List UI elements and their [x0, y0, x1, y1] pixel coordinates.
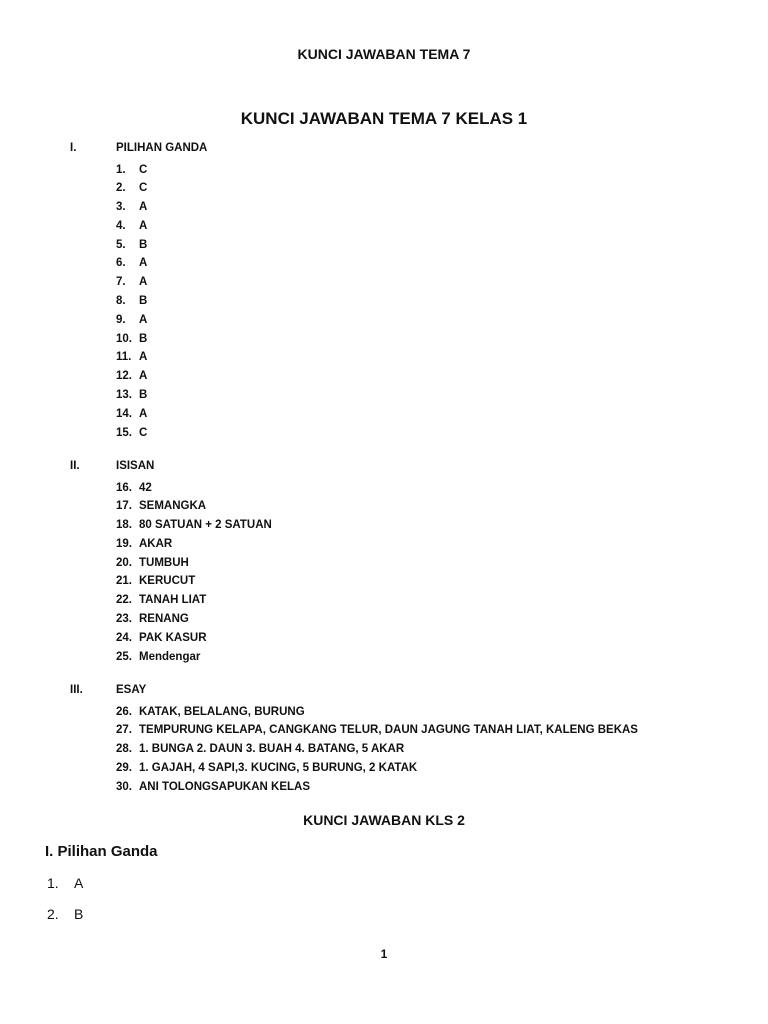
item-number: 11. — [116, 351, 132, 364]
item-number: 15. — [116, 426, 132, 439]
list-item — [116, 405, 147, 424]
item-number: 1. — [116, 163, 126, 176]
list-item — [116, 703, 638, 722]
list-item — [116, 236, 147, 255]
list-item — [116, 497, 272, 516]
page-number: 1 — [380, 947, 388, 961]
item-number: 2. — [47, 906, 59, 922]
item-answer: PAK KASUR — [139, 631, 207, 644]
item-answer: TUMBUH — [139, 556, 189, 569]
item-answer: TEMPURUNG KELAPA, CANGKANG TELUR, DAUN JAGUNG TANAH LIAT, KALENG BEKAS — [139, 724, 638, 737]
item-answer: A — [139, 219, 148, 232]
item-answer: SEMANGKA — [139, 500, 207, 513]
kls2-answer-list — [47, 868, 83, 930]
item-number: 23. — [116, 613, 132, 626]
item-answer: B — [139, 295, 148, 308]
item-number: 14. — [116, 407, 132, 420]
item-answer: B — [139, 238, 148, 251]
item-answer: B — [139, 332, 148, 345]
document-title: KUNCI JAWABAN TEMA 7 — [297, 46, 471, 62]
item-answer: AKAR — [139, 537, 173, 550]
item-answer: A — [74, 875, 84, 891]
item-number: 3. — [116, 201, 126, 214]
item-number: 27. — [116, 724, 132, 737]
list-item — [116, 778, 638, 797]
section-label: ESAY — [116, 684, 147, 696]
list-item — [116, 292, 147, 311]
item-number: 18. — [116, 519, 132, 532]
item-answer: A — [139, 257, 148, 270]
kls2-heading: I. Pilihan Ganda — [45, 843, 158, 860]
list-item — [116, 179, 147, 198]
list-item — [116, 348, 147, 367]
list-item — [116, 311, 147, 330]
item-number: 26. — [116, 705, 132, 718]
item-answer: 1. BUNGA 2. DAUN 3. BUAH 4. BATANG, 5 AKAR — [139, 743, 405, 756]
section-numeral: III. — [70, 684, 83, 696]
item-answer: KERUCUT — [139, 575, 196, 588]
item-number: 8. — [116, 295, 126, 308]
item-number: 28. — [116, 743, 132, 756]
item-number: 20. — [116, 556, 132, 569]
item-answer: 1. GAJAH, 4 SAPI,3. KUCING, 5 BURUNG, 2 KATAK — [139, 761, 418, 774]
list-item — [116, 610, 272, 629]
list-item — [116, 161, 147, 180]
answer-list — [116, 703, 638, 797]
list-item — [47, 868, 83, 899]
item-answer: B — [74, 906, 84, 922]
item-answer: KATAK, BELALANG, BURUNG — [139, 705, 305, 718]
list-item — [116, 721, 638, 740]
list-item — [116, 254, 147, 273]
item-answer: RENANG — [139, 613, 189, 626]
item-answer: C — [139, 182, 148, 195]
item-number: 4. — [116, 219, 126, 232]
answer-list — [116, 479, 272, 667]
list-item — [116, 330, 147, 349]
item-answer: ANI TOLONGSAPUKAN KELAS — [139, 780, 311, 793]
list-item — [116, 535, 272, 554]
item-number: 5. — [116, 238, 126, 251]
item-number: 2. — [116, 182, 126, 195]
item-number: 10. — [116, 332, 132, 345]
list-item — [116, 591, 272, 610]
list-item — [116, 629, 272, 648]
list-item — [116, 386, 147, 405]
section-numeral: II. — [70, 460, 80, 472]
item-number: 19. — [116, 537, 132, 550]
document-subtitle: KUNCI JAWABAN TEMA 7 KELAS 1 — [240, 109, 528, 128]
item-answer: C — [139, 163, 148, 176]
item-number: 7. — [116, 276, 126, 289]
list-item — [116, 367, 147, 386]
section-header — [70, 684, 147, 696]
kls2-title: KUNCI JAWABAN KLS 2 — [303, 812, 465, 828]
item-number: 24. — [116, 631, 132, 644]
item-number: 6. — [116, 257, 126, 270]
item-number: 12. — [116, 370, 132, 383]
list-item — [116, 572, 272, 591]
item-answer: A — [139, 351, 148, 364]
list-item — [116, 273, 147, 292]
item-answer: 80 SATUAN + 2 SATUAN — [139, 519, 272, 532]
item-number: 1. — [47, 875, 59, 891]
section-header — [70, 460, 155, 472]
list-item — [116, 198, 147, 217]
item-number: 25. — [116, 650, 132, 663]
list-item — [116, 217, 147, 236]
item-answer: Mendengar — [139, 650, 201, 663]
item-number: 17. — [116, 500, 132, 513]
item-number: 22. — [116, 594, 132, 607]
list-item — [116, 740, 638, 759]
item-answer: C — [139, 426, 148, 439]
section-numeral: I. — [70, 142, 77, 154]
list-item — [116, 759, 638, 778]
list-item — [116, 479, 272, 498]
section-label: PILIHAN GANDA — [116, 142, 208, 154]
item-number: 29. — [116, 761, 132, 774]
item-answer: A — [139, 407, 148, 420]
list-item — [116, 516, 272, 535]
item-answer: A — [139, 370, 148, 383]
item-number: 30. — [116, 780, 132, 793]
item-answer: A — [139, 276, 148, 289]
list-item — [47, 899, 83, 930]
list-item — [116, 648, 272, 667]
section-header — [70, 142, 208, 154]
list-item — [116, 424, 147, 443]
item-number: 21. — [116, 575, 132, 588]
section-label: ISISAN — [116, 460, 155, 472]
item-number: 9. — [116, 313, 126, 326]
answer-list — [116, 161, 147, 443]
item-number: 16. — [116, 481, 132, 494]
item-answer: B — [139, 389, 148, 402]
list-item — [116, 554, 272, 573]
item-answer: 42 — [139, 481, 152, 494]
item-answer: A — [139, 313, 148, 326]
item-number: 13. — [116, 389, 132, 402]
item-answer: TANAH LIAT — [139, 594, 207, 607]
item-answer: A — [139, 201, 148, 214]
